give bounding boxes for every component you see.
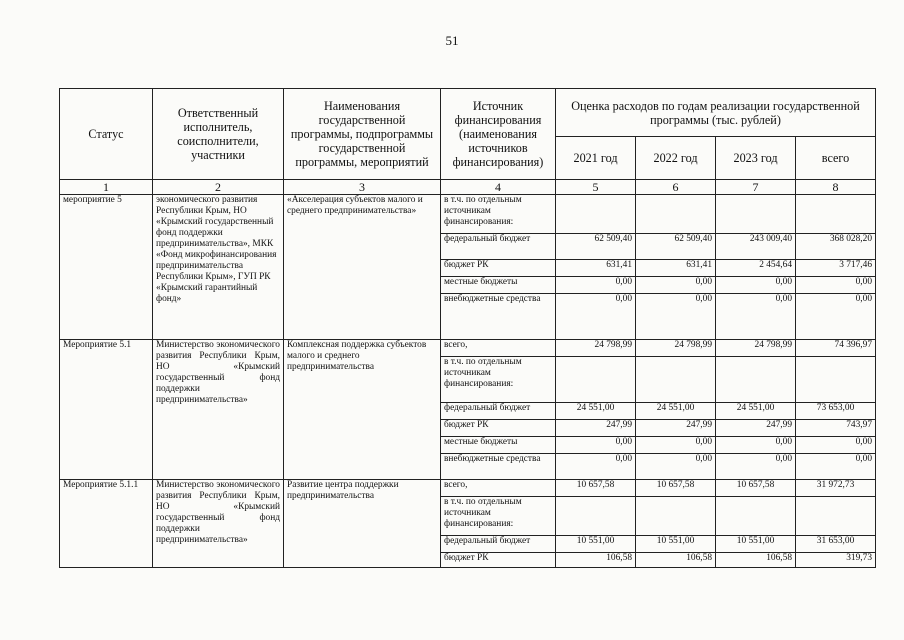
value-2022: 62 509,40	[636, 234, 716, 260]
value-2021: 631,41	[556, 260, 636, 277]
value-total: 743,97	[796, 420, 876, 437]
value-2021	[556, 497, 636, 536]
source-cell: местные бюджеты	[441, 437, 556, 454]
source-cell: федеральный бюджет	[441, 234, 556, 260]
value-2022: 247,99	[636, 420, 716, 437]
status-cell: мероприятие 5	[60, 195, 153, 340]
column-number: 4	[441, 180, 556, 195]
column-number-row	[60, 180, 876, 195]
value-2023: 10 657,58	[716, 480, 796, 497]
value-2023	[716, 497, 796, 536]
column-number: 8	[796, 180, 876, 195]
value-2022	[636, 357, 716, 403]
source-cell: внебюджетные средства	[441, 294, 556, 340]
value-2022: 106,58	[636, 553, 716, 568]
source-cell: всего,	[441, 480, 556, 497]
table-row	[60, 480, 876, 497]
source-cell: в т.ч. по отдельным источникам финансирования:	[441, 357, 556, 403]
value-2021	[556, 195, 636, 234]
header-source: Источник финансирования (наименования источников финансирования)	[441, 89, 556, 180]
value-2021: 10 551,00	[556, 536, 636, 553]
value-2023: 24 551,00	[716, 403, 796, 420]
source-cell: в т.ч. по отдельным источникам финансирования:	[441, 497, 556, 536]
source-cell: всего,	[441, 340, 556, 357]
responsible-cell: Министерство экономического развития Республики Крым, НО «Крымский государственный фонд поддержки предпринимательства»	[153, 480, 284, 568]
header-program: Наименования государственной программы, подпрограммы государственной программы, мероприятий	[284, 89, 441, 180]
header-estimate: Оценка расходов по годам реализации государственной программы (тыс. рублей)	[556, 89, 876, 137]
value-2022: 631,41	[636, 260, 716, 277]
value-2023: 0,00	[716, 454, 796, 480]
value-2021	[556, 357, 636, 403]
value-total: 3 717,46	[796, 260, 876, 277]
header-status: Статус	[60, 89, 153, 180]
value-2021: 247,99	[556, 420, 636, 437]
source-cell: внебюджетные средства	[441, 454, 556, 480]
value-2022: 0,00	[636, 277, 716, 294]
value-2023: 2 454,64	[716, 260, 796, 277]
source-cell: федеральный бюджет	[441, 536, 556, 553]
header-year-2023: 2023 год	[716, 137, 796, 180]
column-number: 7	[716, 180, 796, 195]
value-total: 0,00	[796, 294, 876, 340]
source-cell: местные бюджеты	[441, 277, 556, 294]
value-2023: 10 551,00	[716, 536, 796, 553]
source-cell: бюджет РК	[441, 553, 556, 568]
program-cell: «Акселерация субъектов малого и среднего предпринимательства»	[284, 195, 441, 340]
column-number: 5	[556, 180, 636, 195]
header-year-2021: 2021 год	[556, 137, 636, 180]
column-number: 3	[284, 180, 441, 195]
source-cell: бюджет РК	[441, 420, 556, 437]
value-2023	[716, 357, 796, 403]
value-2023: 106,58	[716, 553, 796, 568]
responsible-cell: Министерство экономического развития Республики Крым, НО «Крымский государственный фонд поддержки предпринимательства»	[153, 340, 284, 480]
value-2021: 24 798,99	[556, 340, 636, 357]
value-total: 31 653,00	[796, 536, 876, 553]
header-total: всего	[796, 137, 876, 180]
value-2023: 0,00	[716, 437, 796, 454]
value-total: 319,73	[796, 553, 876, 568]
column-number: 2	[153, 180, 284, 195]
value-2022	[636, 497, 716, 536]
program-cell: Комплексная поддержка субъектов малого и среднего предпринимательства	[284, 340, 441, 480]
value-2022: 24 798,99	[636, 340, 716, 357]
value-2021: 106,58	[556, 553, 636, 568]
budget-table	[59, 88, 876, 568]
header-year-2022: 2022 год	[636, 137, 716, 180]
status-cell: Мероприятие 5.1	[60, 340, 153, 480]
value-2023: 0,00	[716, 277, 796, 294]
value-total: 0,00	[796, 454, 876, 480]
value-2022: 0,00	[636, 294, 716, 340]
value-2023	[716, 195, 796, 234]
value-2021: 0,00	[556, 437, 636, 454]
value-total: 368 028,20	[796, 234, 876, 260]
column-number: 6	[636, 180, 716, 195]
column-number: 1	[60, 180, 153, 195]
header-responsible: Ответственный исполнитель, соисполнители, участники	[153, 89, 284, 180]
value-2021: 0,00	[556, 277, 636, 294]
page-number: 51	[445, 33, 459, 48]
value-2023: 243 009,40	[716, 234, 796, 260]
value-2022: 0,00	[636, 454, 716, 480]
status-cell: Мероприятие 5.1.1	[60, 480, 153, 568]
value-2022	[636, 195, 716, 234]
responsible-cell: экономического развития Республики Крым, НО «Крымский государственный фонд поддержки предпринимательства», МКК «Фонд микрофинансирования предпринимательства Республики Крым», ГУП РК «Крымский гарантийный фонд»	[153, 195, 284, 340]
value-2021: 0,00	[556, 294, 636, 340]
table-row	[60, 340, 876, 357]
source-cell: в т.ч. по отдельным источникам финансирования:	[441, 195, 556, 234]
value-total: 0,00	[796, 437, 876, 454]
value-total: 31 972,73	[796, 480, 876, 497]
value-2023: 247,99	[716, 420, 796, 437]
table-row	[60, 195, 876, 234]
value-total: 0,00	[796, 277, 876, 294]
value-2021: 10 657,58	[556, 480, 636, 497]
value-2022: 0,00	[636, 437, 716, 454]
value-total	[796, 195, 876, 234]
value-2022: 10 657,58	[636, 480, 716, 497]
value-2022: 10 551,00	[636, 536, 716, 553]
source-cell: бюджет РК	[441, 260, 556, 277]
value-total	[796, 357, 876, 403]
source-cell: федеральный бюджет	[441, 403, 556, 420]
value-total	[796, 497, 876, 536]
value-2023: 24 798,99	[716, 340, 796, 357]
value-2022: 24 551,00	[636, 403, 716, 420]
value-2021: 24 551,00	[556, 403, 636, 420]
value-total: 74 396,97	[796, 340, 876, 357]
value-2021: 62 509,40	[556, 234, 636, 260]
value-2021: 0,00	[556, 454, 636, 480]
value-2023: 0,00	[716, 294, 796, 340]
value-total: 73 653,00	[796, 403, 876, 420]
program-cell: Развитие центра поддержки предпринимательства	[284, 480, 441, 568]
